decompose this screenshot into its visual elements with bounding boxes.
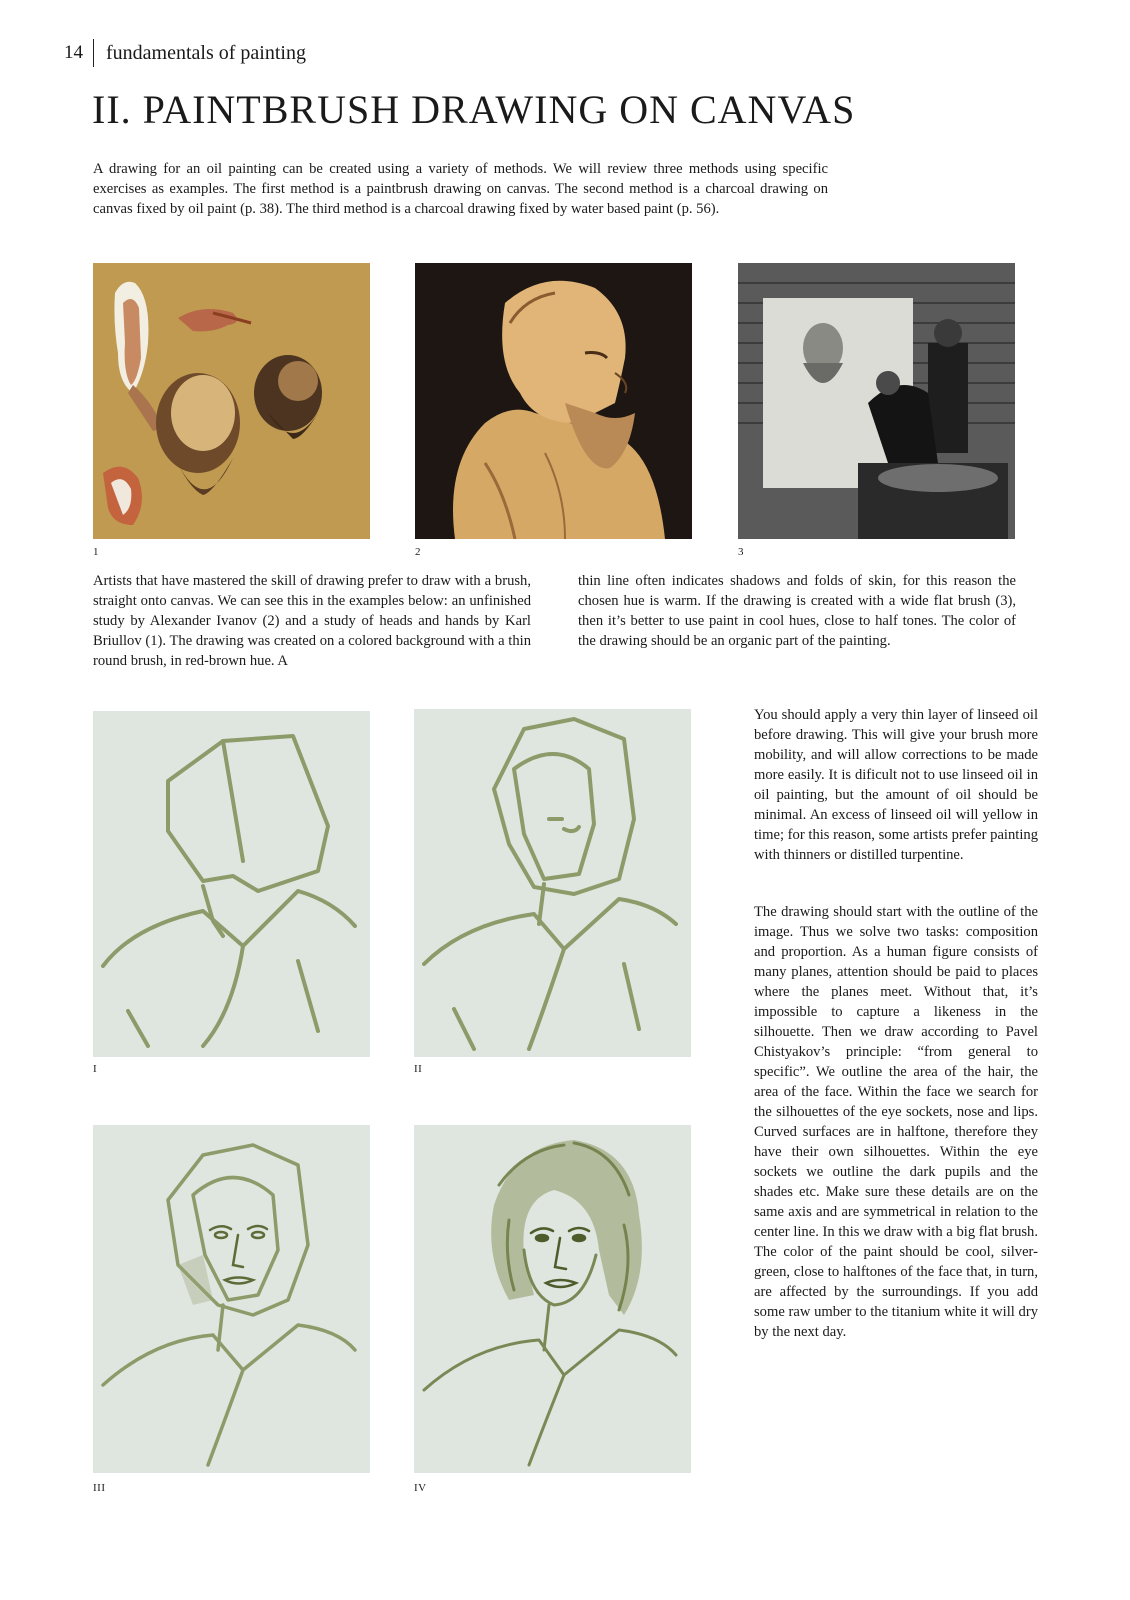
stage-1-drawing (93, 711, 370, 1057)
stage-1-caption: I (93, 1063, 98, 1075)
figure-3-caption: 3 (738, 546, 744, 558)
side-paragraph-2: The drawing should start with the outline of the image. Thus we solve two tasks: composition and proportion. As a human figure consists of many planes, attention should be paid to places where the planes meet. Without that, it’s impossible to capture a likeness in the silhouette. Then we draw according to Pavel Chistyakov’s principle: “from general to specific”. We outline the area of the hair, the area of the face. Within the face we search for the silhouettes of the eye sockets, nose and lips. Curved surfaces are in halftone, therefore they have their own silhouettes. Within the eye sockets we outline the dark pupils and the shades etc. Make sure these details are on the same axis and are symmetrical in relation to the center line. In this we draw with a big flat brush. The color of the paint should be cool, silver-green, close to halftones of the face that, in turn, are affected by the surroundings. If you add some raw umber to the titanium white it will dry by the next day. (754, 904, 1038, 1340)
stage-4-caption: IV (414, 1482, 427, 1494)
figure-1-caption: 1 (93, 546, 99, 558)
side-paragraph-1: You should apply a very thin layer of linseed oil before drawing. This will give your brush more mobility, and will allow corrections to be made more easily. It is dificult not to use linseed oil in oil painting, but the amount of oil should be minimal. An excess of linseed oil will yellow in time; for this reason, some artists prefer painting with thinners or distilled turpentine. (754, 707, 1038, 863)
body-text-left: Artists that have mastered the skill of drawing prefer to draw with a brush, straight onto canvas. We can see this in the examples below: an unfinished study by Alexander Ivanov (2) and a study of heads and hands by Karl Briullov (1). The drawing was created on a colored background with a thin round brush, in red-brown hue. A (93, 573, 531, 669)
page-number: 14 (64, 42, 83, 63)
stage-4-drawing (414, 1125, 691, 1473)
stage-2-caption: II (414, 1063, 423, 1075)
running-title: fundamentals of painting (106, 41, 306, 64)
stage-3-drawing (93, 1125, 370, 1473)
figure-2-old-man-study (415, 263, 692, 539)
chapter-title: II. PAINTBRUSH DRAWING ON CANVAS (92, 87, 856, 132)
intro-paragraph: A drawing for an oil painting can be created using a variety of methods. We will review three methods using specific exercises as examples. The first method is a paintbrush drawing on canvas. The second method is a charcoal drawing on canvas fixed by oil paint (p. 38). The third method is a charcoal drawing fixed by water based paint (p. 56). (93, 161, 828, 217)
stage-3-caption: III (93, 1482, 106, 1494)
body-text-right: thin line often indicates shadows and folds of skin, for this reason the chosen hue is warm. If the drawing is created with a wide flat brush (3), then it’s better to use paint in cool hues, close to half tones. The color of the drawing should be an organic part of the painting. (578, 573, 1016, 649)
page-header (64, 38, 306, 68)
header-divider (93, 39, 94, 67)
figure-2-caption: 2 (415, 546, 421, 558)
figure-1-heads-and-hands (93, 263, 370, 539)
stage-2-drawing (414, 709, 691, 1057)
figure-3-artist-photo (738, 263, 1015, 539)
